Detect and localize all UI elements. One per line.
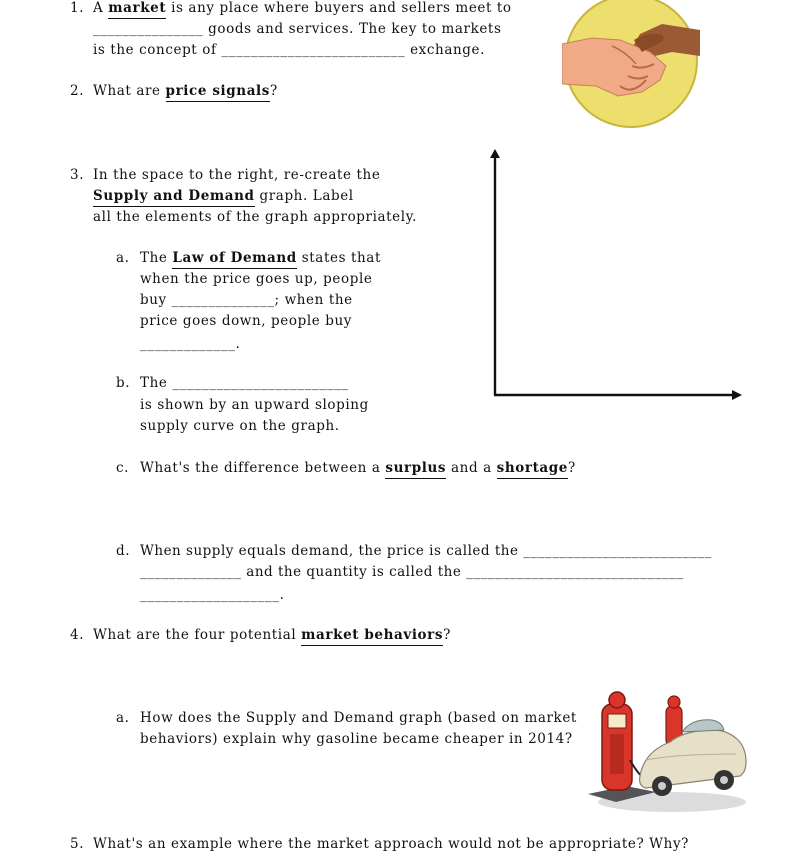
q3c-text-c: and a	[446, 460, 497, 476]
q5-number: 5.	[70, 836, 85, 852]
q3b-letter: b.	[116, 375, 131, 391]
q3c-line	[140, 460, 576, 476]
q3b-line-1: The ________________________	[140, 375, 349, 391]
q2-line	[93, 83, 278, 99]
q3a-line-2: when the price goes up, people	[140, 271, 373, 287]
q3b-line-2: is shown by an upward sloping	[140, 397, 369, 413]
q3d-line-1: When supply equals demand, the price is called the __________________________	[140, 543, 712, 559]
q1-term-market: market	[108, 0, 166, 19]
q1-text-c: is any place where buyers and sellers meet to	[166, 0, 512, 16]
q3-term-supply-demand: Supply and Demand	[93, 188, 255, 207]
q2-text-a: What are	[93, 83, 166, 99]
q1-text-a: A	[93, 0, 109, 16]
q3a-text-c: states that	[296, 250, 381, 266]
handshake-image	[562, 0, 700, 128]
q4-text-a: What are the four potential	[93, 627, 302, 643]
q1-line-2: _______________ goods and services. The key to markets	[93, 21, 502, 37]
q2-text-c: ?	[269, 83, 278, 99]
q3c-text-a: What's the difference between a	[140, 460, 386, 476]
x-axis-arrow	[732, 390, 742, 400]
q4a-line-1: How does the Supply and Demand graph (based on market	[140, 710, 577, 726]
q3a-text-a: The	[140, 250, 173, 266]
gas-pump-car-image	[586, 690, 748, 816]
q4-text-c: ?	[443, 627, 451, 643]
q4-line	[93, 627, 451, 643]
q3-text-c: graph. Label	[254, 188, 354, 204]
q3d-line-3: ___________________.	[140, 587, 285, 603]
q2-number: 2.	[70, 83, 85, 99]
q3b-line-3: supply curve on the graph.	[140, 418, 340, 434]
q3a-line-4: price goes down, people buy	[140, 313, 352, 329]
q3a-term-law-of-demand: Law of Demand	[172, 250, 296, 269]
q3c-text-e: ?	[568, 460, 576, 476]
q3c-term-shortage: shortage	[497, 460, 568, 479]
q3a-line-5: _____________.	[140, 336, 241, 352]
y-axis-arrow	[490, 149, 500, 158]
q1-number: 1.	[70, 0, 85, 16]
q3a-line-1	[140, 250, 381, 266]
q3-number: 3.	[70, 167, 85, 183]
q1-line-1	[93, 0, 512, 16]
q4a-line-2: behaviors) explain why gasoline became cheaper in 2014?	[140, 731, 573, 747]
q3a-letter: a.	[116, 250, 130, 266]
q5-line: What's an example where the market approach would not be appropriate? Why?	[93, 836, 690, 852]
q3d-letter: d.	[116, 543, 131, 559]
q3-line-1: In the space to the right, re-create the	[93, 167, 381, 183]
q3-line-2	[93, 188, 354, 204]
q2-term-price-signals: price signals	[166, 83, 270, 102]
q4-term-market-behaviors: market behaviors	[301, 627, 443, 646]
blank-graph-axes	[486, 148, 746, 404]
q4-number: 4.	[70, 627, 85, 643]
q3a-line-3: buy ______________; when the	[140, 292, 353, 308]
q3-line-3: all the elements of the graph appropriately.	[93, 209, 418, 225]
q3d-line-2: ______________ and the quantity is called the ______________________________	[140, 564, 684, 580]
q4a-letter: a.	[116, 710, 130, 726]
q3c-term-surplus: surplus	[385, 460, 446, 479]
q3c-letter: c.	[116, 460, 130, 476]
q1-line-3: is the concept of _________________________ exchange.	[93, 42, 486, 58]
